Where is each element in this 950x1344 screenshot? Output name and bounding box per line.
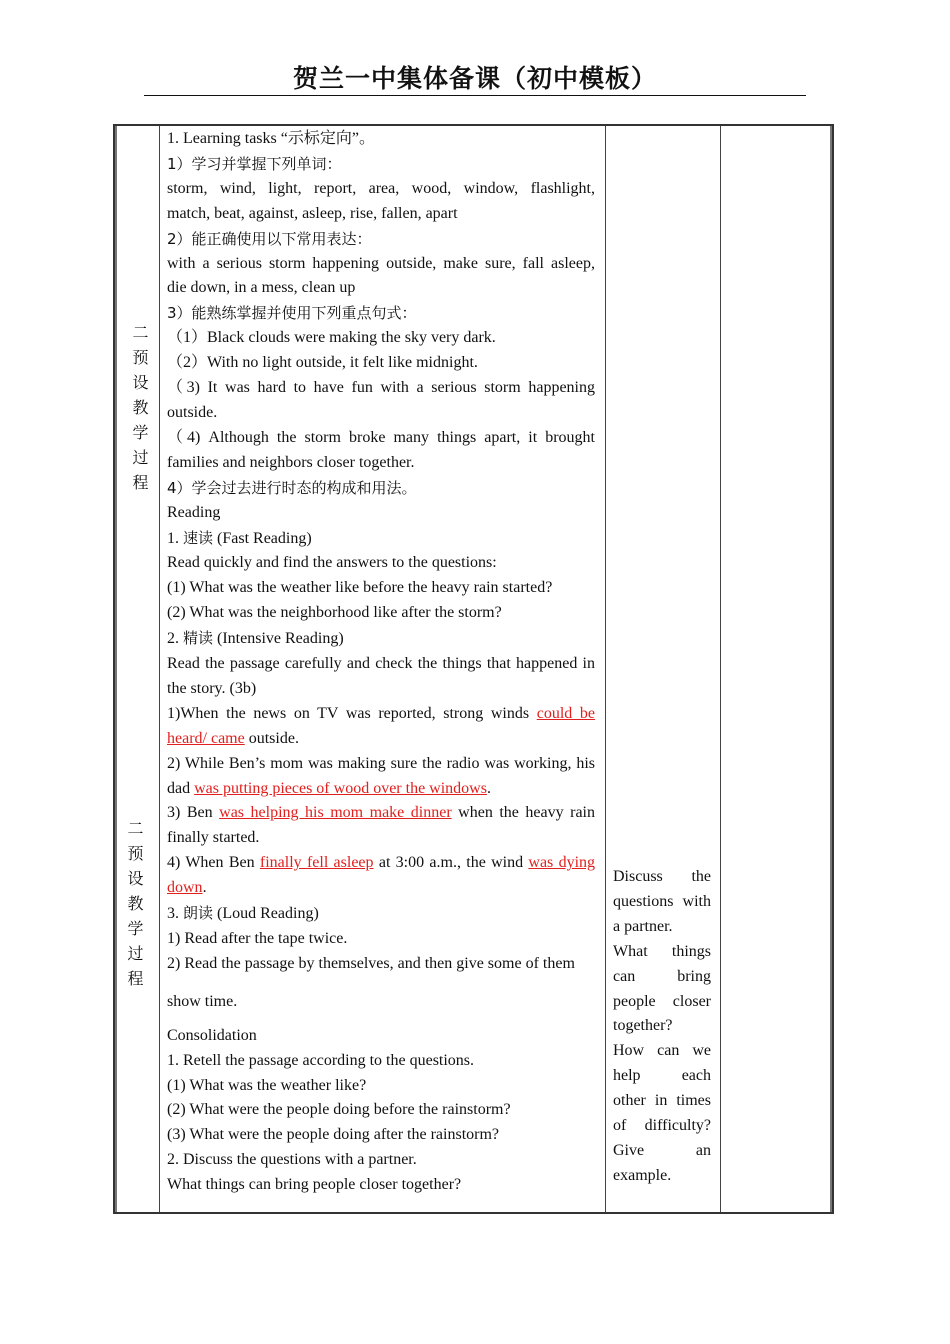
activity-line: a partner. xyxy=(613,917,673,935)
loud-reading-label xyxy=(167,901,595,927)
title-underline xyxy=(144,95,806,96)
text: 4) When Ben xyxy=(167,854,260,872)
text: . xyxy=(486,779,491,797)
label-char: 设 xyxy=(132,373,149,392)
text: 3) Ben xyxy=(167,804,220,822)
key-sentence: （3) It was hard to have fun with a serious storm happening outside. xyxy=(167,379,595,421)
text: 朗读 xyxy=(183,904,214,923)
key-sentence: （4) Although the storm broke many things apart, it brought families and neighbors closer together. xyxy=(167,428,595,471)
activity-line: together? xyxy=(613,1017,673,1035)
expressions-line: with a serious storm happening outside, make sure, fall asleep, xyxy=(167,254,595,272)
label-char: 过 xyxy=(132,448,149,467)
vocab-line: match, beat, against, asleep, rise, fallen, apart xyxy=(167,204,458,222)
label-char: 预 xyxy=(132,348,149,367)
key-sentence: （1）Black clouds were making the sky very dark. xyxy=(167,329,496,347)
page-title: 贺兰一中集体备课（初中模板） xyxy=(292,64,657,93)
reading-heading: Reading xyxy=(167,503,221,521)
key-sentence: （2）With no light outside, it felt like midnight. xyxy=(167,354,478,372)
section-label-top xyxy=(119,320,162,495)
vocab-line: storm, wind, light, report, area, wood, window, flashlight, xyxy=(167,179,595,197)
activity-line: can bring xyxy=(613,967,711,985)
text: outside. xyxy=(244,729,299,747)
text: at 3:00 a.m., the wind xyxy=(373,854,529,872)
text: when the heavy rain finally started. xyxy=(167,804,596,847)
spacer xyxy=(167,1015,595,1024)
text: 精读 xyxy=(183,629,214,648)
intensive-reading-label xyxy=(167,626,595,652)
text: 1. xyxy=(167,529,183,547)
fast-question: (2) What was the neighborhood like after the storm? xyxy=(167,604,502,622)
label-char: 程 xyxy=(127,969,144,988)
activity-line: How can we xyxy=(613,1042,711,1060)
consolidation-heading: Consolidation xyxy=(167,1026,257,1044)
loud-step: 1) Read after the tape twice. xyxy=(167,930,348,947)
text: (Loud Reading) xyxy=(213,905,319,923)
label-char: 程 xyxy=(132,473,149,492)
expressions-heading: 2）能正确使用以下常用表达： xyxy=(167,229,372,248)
activity-line: help each xyxy=(613,1067,711,1085)
retell-task: 1. Retell the passage according to the questions. xyxy=(167,1051,475,1069)
text: 3. xyxy=(167,905,183,923)
teaching-content xyxy=(167,127,595,1198)
text: (Intensive Reading) xyxy=(213,630,344,648)
answer-blank: could be heard/ came xyxy=(167,704,596,747)
fast-question: (1) What was the weather like before the heavy rain started? xyxy=(167,579,553,597)
activity-line: of difficulty? xyxy=(613,1117,711,1135)
learning-tasks-heading xyxy=(167,127,595,152)
loud-step-continued: show time. xyxy=(167,992,238,1010)
answer-blank: finally fell asleep xyxy=(259,854,374,872)
answer-blank: was helping his mom make dinner xyxy=(219,804,452,822)
label-char: 预 xyxy=(127,844,144,863)
activity-line: Discuss the xyxy=(613,868,711,885)
label-char: 学 xyxy=(127,919,144,938)
activity-line: What things xyxy=(613,942,711,960)
answer-blank: was dying down xyxy=(167,854,596,897)
activity-line: people closer xyxy=(613,992,711,1010)
text: 1. Learning tasks “示标定向”。 xyxy=(167,130,375,147)
activity-line: Give an xyxy=(613,1141,711,1159)
label-char: 教 xyxy=(127,894,144,913)
discuss-task: 2. Discuss the questions with a partner. xyxy=(167,1151,417,1169)
retell-question: (3) What were the people doing after the rainstorm? xyxy=(167,1126,500,1144)
label-char: 教 xyxy=(132,398,149,417)
intensive-item-2 xyxy=(167,752,595,802)
discuss-question: What things can bring people closer together? xyxy=(167,1176,462,1194)
grammar-heading: 4）学会过去进行时态的构成和用法。 xyxy=(167,478,417,497)
text: . xyxy=(202,879,207,897)
text: 1)When the news on TV was reported, strong winds xyxy=(167,704,537,722)
retell-question: (2) What were the people doing before the rainstorm? xyxy=(167,1101,511,1119)
intensive-item-1 xyxy=(167,702,595,752)
section-label-column xyxy=(115,126,160,1212)
label-char: 设 xyxy=(127,869,144,888)
spacer xyxy=(167,977,595,990)
vocab-heading: 1）学习并掌握下列单词： xyxy=(167,154,342,173)
intensive-item-4 xyxy=(167,851,595,901)
lesson-plan-table xyxy=(113,124,834,1214)
label-char: 过 xyxy=(127,944,144,963)
activity-line: example. xyxy=(613,1166,672,1184)
intensive-item-3 xyxy=(167,801,595,851)
activity-line: other in times xyxy=(613,1092,711,1110)
sentences-heading: 3）能熟练掌握并使用下列重点句式： xyxy=(167,304,417,323)
fast-reading-label xyxy=(167,526,595,552)
notes-column xyxy=(721,126,832,1212)
retell-question: (1) What was the weather like? xyxy=(167,1076,367,1094)
intensive-instruction: Read the passage carefully and check the things that happened in the story. (3b) xyxy=(167,655,595,697)
student-activity xyxy=(613,865,711,1189)
label-char: 学 xyxy=(132,423,149,442)
fast-reading-instruction: Read quickly and find the answers to the questions: xyxy=(167,554,497,572)
expressions-line: die down, in a mess, clean up xyxy=(167,279,356,297)
text: 2) While Ben’s mom was making sure the radio was working, his dad xyxy=(167,754,595,797)
section-label-bottom xyxy=(114,816,157,991)
answer-blank: was putting pieces of wood over the windows xyxy=(194,779,487,797)
text: 速读 xyxy=(183,528,214,547)
text: (Fast Reading) xyxy=(213,529,312,547)
label-char: 二 xyxy=(127,819,144,838)
text: 2. xyxy=(167,630,183,648)
loud-step: 2) Read the passage by themselves, and then give some of them xyxy=(167,954,575,972)
activity-line: questions with xyxy=(613,892,711,910)
label-char: 二 xyxy=(132,323,149,342)
